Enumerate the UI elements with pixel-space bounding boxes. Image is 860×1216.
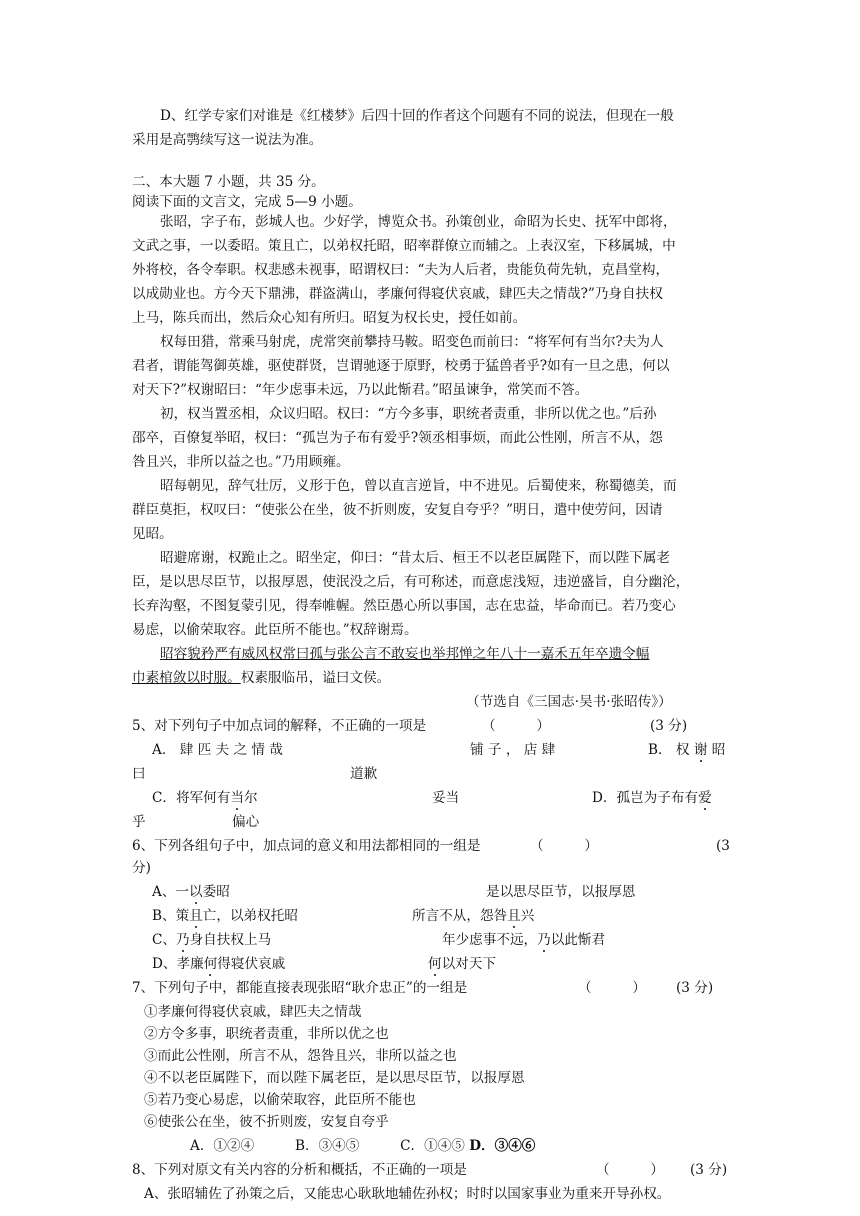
q6-option-d: D、孝廉何得寝伏哀戚 [152,956,286,972]
q7-item: ⑤若乃变心易虑，以偷荣取容，此臣所不能也 [144,1092,416,1108]
question-6-stem: 6、下列各组句子中，加点词的意义和用法都相同的一组是 [132,838,481,854]
passage-line: 昭避席谢，权跪止之。昭坐定，仰曰：“昔太后、桓王不以老臣属陛下，而以陛下属老 [160,550,670,566]
option-d-line-1: D、红学专家们对谁是《红楼梦》后四十回的作者这个问题有不同的说法，但现在一般 [160,108,674,124]
passage-line: 以成勋业也。方今天下鼎沸，群盗满山，孝廉何得寝伏哀戚，肆匹夫之情哉?”乃身自扶权 [132,286,663,302]
q6-option-c-right: 年少虑事不远，乃以此惭君 [442,932,606,948]
passage-line: 张昭，字子布，彭城人也。少好学，博览众书。孙策创业，命昭为长史、抚军中郎将， [160,214,677,230]
q5-option-b: B． 权 谢 昭 [648,742,726,758]
section-heading: 二、本大题 7 小题，共 35 分。 [132,174,325,190]
q5-option-a: A． 肆 匹 夫 之 情 哉 [152,742,283,758]
passage-line: 对天下?”权谢昭曰：“年少虑事未远，乃以此惭君。”昭虽谏争，常笑而不答。 [132,382,589,398]
underlined-sentence: 昭容貌矜严有威风权常曰孤与张公言不敢妄也举邦惮之年八十一嘉禾五年卒遗令幅 [160,646,650,662]
passage-line: 权每田猎，常乘马射虎，虎常突前攀持马鞍。昭变色而前曰：“将军何有当尔?夫为人 [160,334,664,350]
passage-line: 群臣莫拒，权叹曰：“使张公在坐，彼不折则废，安复自夸乎？”明日，遣中使劳问，因请 [132,502,663,518]
q5-option-c-gloss: 妥当 [432,790,460,806]
question-score: (3 分) [690,1162,728,1178]
q7-item: ②方令多事，职统者责重，非所以优之也 [144,1026,389,1042]
passage-line: 长弃沟壑，不图复蒙引见，得奉帷幄。然臣愚心所以事国，志在忠益，毕命而已。若乃变心 [132,598,676,614]
answer-paren: （ ） [596,1162,664,1178]
q7-item: ①孝廉何得寝伏哀戚，肆匹夫之情哉 [144,1004,362,1020]
answer-paren: （ ） [578,980,646,996]
q7-item: ④不以老臣属陛下，而以陛下属老臣，是以思尽臣节，以报厚恩 [144,1070,525,1086]
q6-option-b-right: 所言不从，怨咎且兴 [412,908,535,924]
answer-paren: （ ） [482,718,550,734]
passage-source: （节选自《三国志·吴书·张昭传》） [466,694,672,710]
passage-line: 巾素棺敛以时服。权素服临吊，谥曰文侯。 [132,670,391,686]
question-7-stem: 7、下列句子中，都能直接表现张昭“耿介忠正”的一组是 [132,980,468,996]
passage-line: 文武之事，一以委昭。策且亡，以弟权托昭，昭率群僚立而辅之。上表汉室，下移属城，中 [132,238,676,254]
q5-option-d: D．孤岂为子布有爱 [592,790,712,806]
question-score: (3 [716,838,730,854]
section-intro: 阅读下面的文言文，完成 5—9 小题。 [132,194,362,210]
answer-paren: （ ） [530,838,598,854]
question-5-stem: 5、对下列句子中加点词的解释，不正确的一项是 [132,718,427,734]
q5-option-d-gloss: 偏心 [232,814,260,830]
q7-choices: A．①②④ B．③④⑤ C．①④⑤ D．③④⑥ [190,1138,536,1154]
passage-line: 外将校，各令奉职。权悲感未视事，昭谓权曰：“夫为人后者，贵能负荷先轨，克昌堂构， [132,262,670,278]
question-score-cont: 分) [132,860,151,876]
underlined-sentence: 巾素棺敛以时服。 [132,670,241,686]
question-score: (3 分) [650,718,688,734]
q5-option-b-gloss: 道歉 [350,766,378,782]
q8-option-a: A、张昭辅佐了孙策之后，又能忠心耿耿地辅佐孙权；时时以国家事业为重来开导孙权。 [144,1186,671,1202]
passage-line: 易虑，以偷荣取容。此臣所不能也。”权辞谢焉。 [132,622,418,638]
q7-item: ③而此公性刚，所言不从，怨咎且兴，非所以益之也 [144,1048,457,1064]
passage-line: 上马，陈兵而出，然后众心知有所归。昭复为权长史，授任如前。 [132,310,527,326]
passage-line: 邵卒，百僚复举昭，权曰：“孤岂为子布有爱乎?领丞相事烦，而此公性刚，所言不从，怨 [132,430,663,446]
q5-option-c: C．将军何有当尔 [152,790,258,806]
q5-option-b-cont: 曰 [132,766,146,782]
q6-option-a-right: 是以思尽臣节，以报厚恩 [486,884,636,900]
question-score: (3 分) [676,980,714,996]
q6-option-b: B、策且亡，以弟权托昭 [152,908,298,924]
q7-item: ⑥使张公在坐，彼不折则废，安复自夸乎 [144,1114,389,1130]
passage-line: 昭每朝见，辞气壮厉，义形于色，曾以直言逆旨，中不进见。后蜀使来，称蜀德美，而 [160,478,677,494]
passage-line: 见昭。 [132,526,173,542]
q6-option-d-right: 何以对天下 [428,956,496,972]
q5-option-d-cont: 乎 [132,814,146,830]
passage-line: 臣，是以思尽臣节，以报厚恩，使泯没之后，有可称述，而意虑浅短，违逆盛旨，自分幽沦， [132,574,690,590]
passage-underlined-line [160,644,649,664]
passage-line: 咎且兴，非所以益之也。”乃用顾雍。 [132,454,350,470]
passage-line: 初，权当置丞相，众议归昭。权曰：“方今多事，职统者责重，非所以优之也。”后孙 [160,406,657,422]
question-8-stem: 8、下列对原文有关内容的分析和概括，不正确的一项是 [132,1162,467,1178]
q5-option-a-gloss: 铺 子 ， 店 肆 [470,742,556,758]
option-d-line-2: 采用是高鹗续写这一说法为准。 [132,132,323,148]
q6-option-c: C、乃身自扶权上马 [152,932,272,948]
passage-line: 君者，谓能驾御英雄，驱使群贤，岂谓驰逐于原野，校勇于猛兽者乎?如有一旦之患，何以 [132,358,670,374]
q6-option-a: A、一以委昭 [152,884,230,900]
